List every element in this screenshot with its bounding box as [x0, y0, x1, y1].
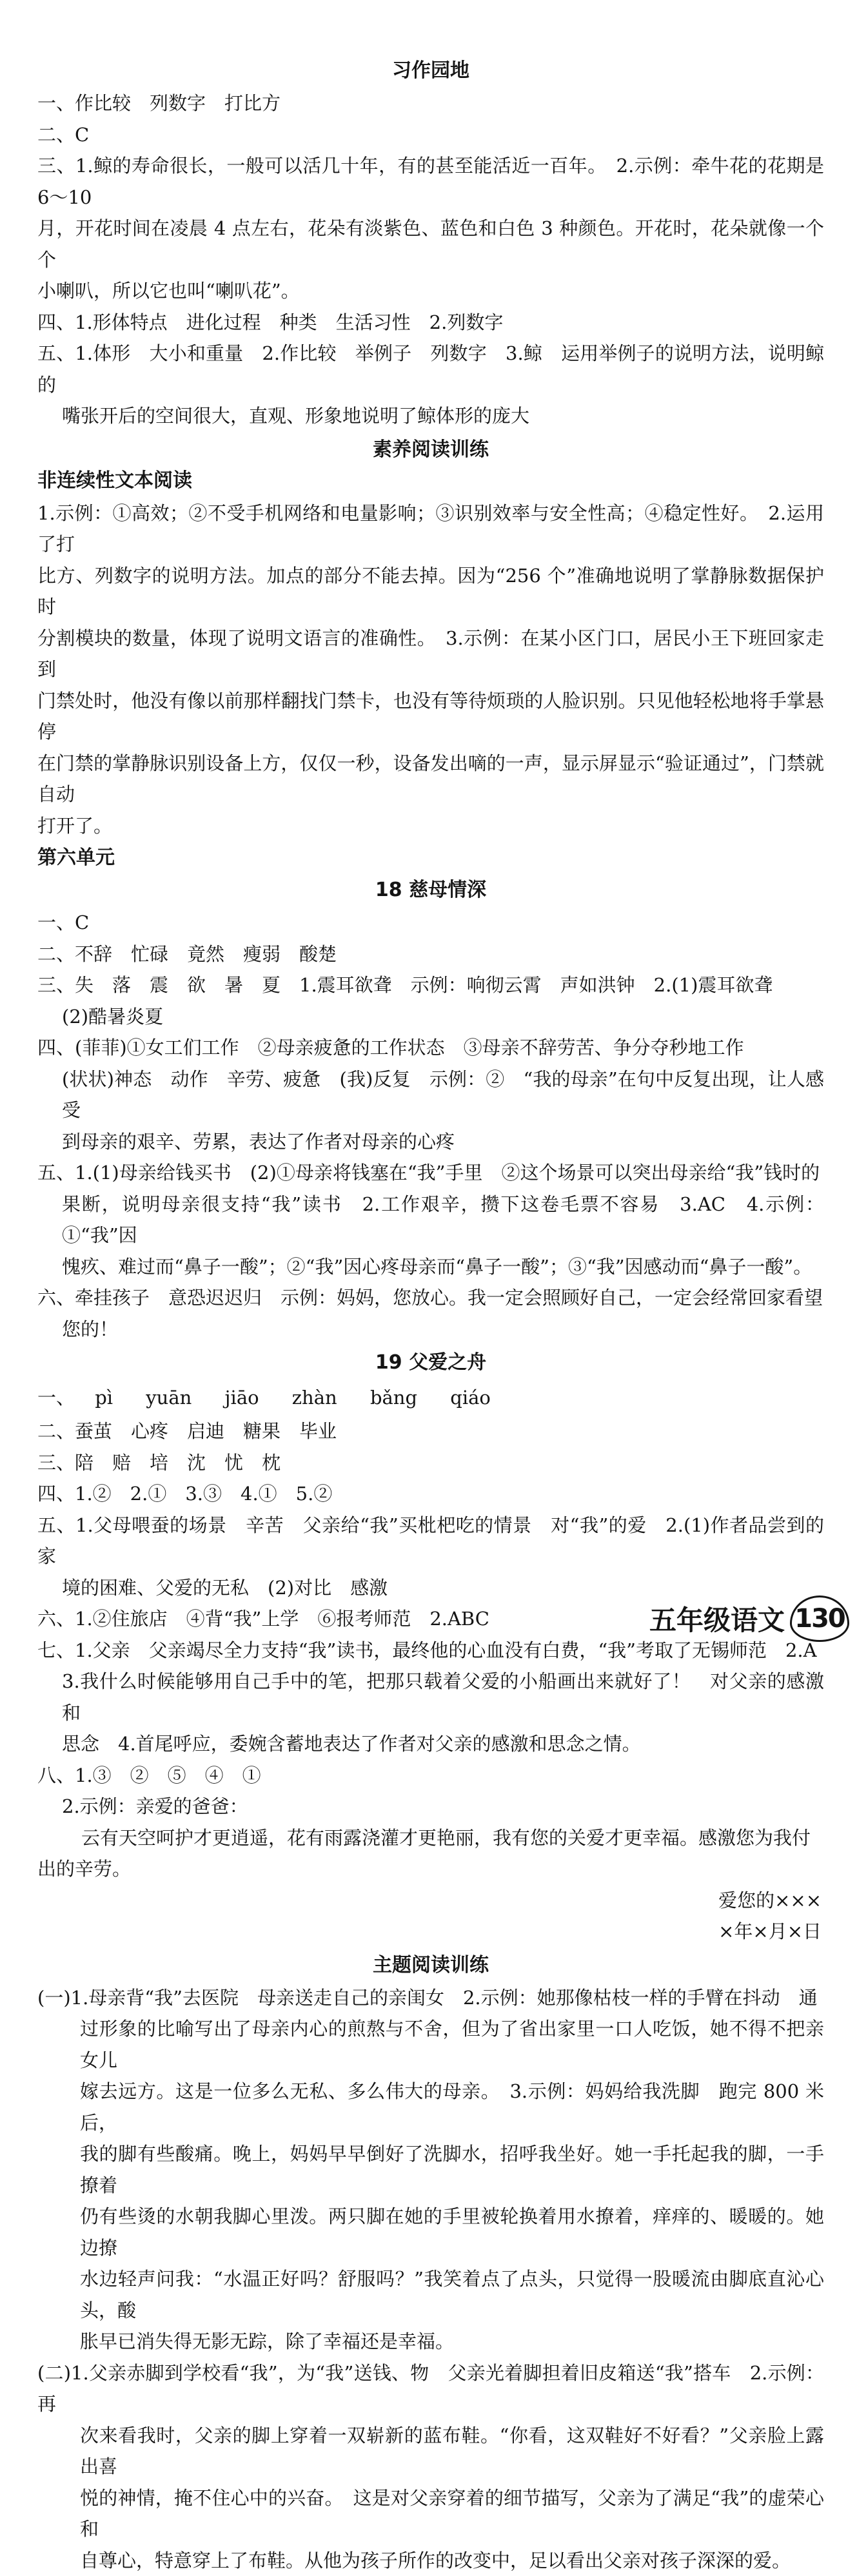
answer-line: 四、(菲菲)①女工们工作 ②母亲疲惫的工作状态 ③母亲不辞劳苦、争分夺秒地工作: [37, 1032, 824, 1064]
pinyin-word: pì: [95, 1380, 113, 1416]
answer-line: 1.示例：①高效；②不受手机网络和电量影响；③识别效率与安全性高；④稳定性好。 2.运用了打: [37, 498, 824, 560]
answer-line: 四、1.形体特点 进化过程 种类 生活习性 2.列数字: [37, 307, 824, 338]
answer-line: 嘴张开后的空间很大，直观、形象地说明了鲸体形的庞大: [37, 400, 824, 432]
pinyin-word: zhàn: [292, 1380, 337, 1416]
answer-line: 三、失 落 震 欲 暑 夏 1.震耳欲聋 示例：响彻云霄 声如洪钟 2.(1)震耳欲聋: [37, 970, 824, 1001]
answer-line: 五、1.父母喂蚕的场景 辛苦 父亲给“我”买枇杷吃的情景 对“我”的爱 2.(1)作者品尝到的家: [37, 1510, 824, 1572]
section-title-writing: 习作园地: [37, 57, 824, 85]
letter-date: ×年×月×日: [37, 1916, 824, 1947]
answer-line: 三、1.鲸的寿命很长，一般可以活几十年，有的甚至能活近一百年。 2.示例：牵牛花的花期是 6～10: [37, 150, 824, 213]
answer-line: 嫁去远方。这是一位多么无私、多么伟大的母亲。 3.示例：妈妈给我洗脚 跑完 800 米后，: [37, 2076, 824, 2138]
pinyin-word: jiāo: [225, 1380, 259, 1416]
answer-line: 八、1.③ ② ⑤ ④ ①: [37, 1760, 824, 1791]
answer-line: 次来看我时，父亲的脚上穿着一双崭新的蓝布鞋。“你看，这双鞋好不好看？”父亲脸上露出喜: [37, 2420, 824, 2483]
answer-line: 六、1.②住旅店 ④背“我”上学 ⑥报考师范 2.ABC: [37, 1603, 824, 1635]
answer-line: 三、陪 赔 培 沈 忧 枕: [37, 1447, 824, 1479]
pinyin-word: yuān: [146, 1380, 192, 1416]
answer-line: (二)1.父亲赤脚到学校看“我”，为“我”送钱、物 父亲光着脚担着旧皮箱送“我”搭车 2.示例：再: [37, 2357, 824, 2420]
answer-line: 悦的神情，掩不住心中的兴奋。 这是对父亲穿着的细节描写，父亲为了满足“我”的虚荣心和: [37, 2483, 824, 2545]
pinyin-label: 一、: [37, 1387, 75, 1409]
answer-line: (2)酷暑炎夏: [37, 1001, 824, 1033]
answer-line: 门禁处时，他没有像以前那样翻找门禁卡，也没有等待烦琐的人脸识别。只见他轻松地将手掌悬停: [37, 685, 824, 748]
lesson-title-19: 19 父爱之舟: [37, 1349, 824, 1377]
answer-line: 二、不辞 忙碌 竟然 瘦弱 酸楚: [37, 939, 824, 970]
section-title-theme-reading: 主题阅读训练: [37, 1951, 824, 1980]
answer-line: 水边轻声问我：“水温正好吗？舒服吗？”我笑着点了点头，只觉得一股暖流由脚底直沁心头，酸: [37, 2263, 824, 2326]
section-title-literacy-reading: 素养阅读训练: [37, 436, 824, 464]
page-number-badge: 130: [790, 1595, 849, 1642]
grade-subject-label: 五年级语文: [649, 1599, 785, 1638]
letter-body: 云有天空呵护才更逍遥，花有雨露浇灌才更艳丽，我有您的关爱才更幸福。感激您为我付: [37, 1822, 824, 1854]
answer-line: 在门禁的掌静脉识别设备上方，仅仅一秒，设备发出嘀的一声，显示屏显示“验证通过”，门禁就自动: [37, 748, 824, 810]
answer-line: 六、牵挂孩子 意恐迟迟归 示例：妈妈，您放心。我一定会照顾好自己，一定会经常回家看望: [37, 1282, 824, 1314]
page-footer: [649, 1595, 849, 1642]
answer-line: 二、C: [37, 119, 824, 151]
pinyin-word: bǎng: [370, 1380, 417, 1416]
answer-line: 胀早已消失得无影无踪，除了幸福还是幸福。: [37, 2326, 824, 2357]
pinyin-word: qiáo: [450, 1380, 491, 1416]
answer-line: 五、1.(1)母亲给钱买书 (2)①母亲将钱塞在“我”手里 ②这个场景可以突出母亲给“我”钱时的: [37, 1157, 824, 1189]
answer-line: 愧疚、难过而“鼻子一酸”；②“我”因心疼母亲而“鼻子一酸”；③“我”因感动而“鼻子一酸”。: [37, 1251, 824, 1283]
answer-line: 打开了。: [37, 810, 824, 842]
answer-line: 境的困难、父爱的无私 (2)对比 感激: [37, 1572, 824, 1604]
answer-line: 五、1.体形 大小和重量 2.作比较 举例子 列数字 3.鲸 运用举例子的说明方法，说明鲸的: [37, 338, 824, 400]
answer-line: 七、1.父亲 父亲竭尽全力支持“我”读书，最终他的心血没有白费，“我”考取了无锡师范 2.A: [37, 1635, 824, 1666]
answer-line: 到母亲的艰辛、劳累，表达了作者对母亲的心疼: [37, 1126, 824, 1158]
answer-line: 一、C: [37, 907, 824, 939]
answer-line: (状状)神态 动作 辛劳、疲惫 (我)反复 示例：② “我的母亲”在句中反复出现，让人感受: [37, 1064, 824, 1126]
answer-line: 一、作比较 列数字 打比方: [37, 88, 824, 119]
answer-line: 3.我什么时候能够用自己手中的笔，把那只载着父爱的小船画出来就好了！ 对父亲的感激和: [37, 1666, 824, 1728]
answer-line: 月，开花时间在凌晨 4 点左右，花朵有淡紫色、蓝色和白色 3 种颜色。开花时，花朵就像一个个: [37, 213, 824, 275]
page-content: [37, 53, 824, 2576]
answer-line: 果断，说明母亲很支持“我”读书 2.工作艰辛，攒下这卷毛票不容易 3.AC 4.示例：①“我”因: [37, 1189, 824, 1251]
answer-line: 思念 4.首尾呼应，委婉含蓄地表达了作者对父亲的感激和思念之情。: [37, 1728, 824, 1760]
answer-line: 二、蚕茧 心疼 启迪 糖果 毕业: [37, 1416, 824, 1447]
answer-line: 仍有些烫的水朝我脚心里泼。两只脚在她的手里被轮换着用水撩着，痒痒的、暖暖的。她边撩: [37, 2201, 824, 2263]
lesson-title-18: 18 慈母情深: [37, 876, 824, 904]
answer-line: 过形象的比喻写出了母亲内心的煎熬与不舍，但为了省出家里一口人吃饭，她不得不把亲女儿: [37, 2013, 824, 2076]
answer-line: 2.示例：亲爱的爸爸：: [37, 1791, 824, 1822]
letter-body: 出的辛劳。: [37, 1853, 824, 1885]
answer-line: 我的脚有些酸痛。晚上，妈妈早早倒好了洗脚水，招呼我坐好。她一手托起我的脚，一手撩着: [37, 2138, 824, 2201]
answer-line: (一)1.母亲背“我”去医院 母亲送走自己的亲闺女 2.示例：她那像枯枝一样的手臂在抖动 通: [37, 1982, 824, 2014]
pinyin-line: [37, 1380, 824, 1416]
answer-line: 自尊心，特意穿上了布鞋。从他为孩子所作的改变中，足以看出父亲对孩子深深的爱。: [37, 2545, 824, 2576]
answer-line: 分割模块的数量，体现了说明文语言的准确性。 3.示例：在某小区门口，居民小王下班回家走到: [37, 623, 824, 685]
unit-title: 第六单元: [37, 844, 824, 872]
subsection-title-noncontinuous: 非连续性文本阅读: [37, 467, 824, 495]
answer-line: 小喇叭，所以它也叫“喇叭花”。: [37, 275, 824, 307]
letter-signature: 爱您的×××: [37, 1885, 824, 1917]
answer-line: 比方、列数字的说明方法。加点的部分不能去掉。因为“256 个”准确地说明了掌静脉数据保护时: [37, 560, 824, 623]
answer-line: 您的！: [37, 1314, 824, 1345]
answer-line: 四、1.② 2.① 3.③ 4.① 5.②: [37, 1478, 824, 1510]
